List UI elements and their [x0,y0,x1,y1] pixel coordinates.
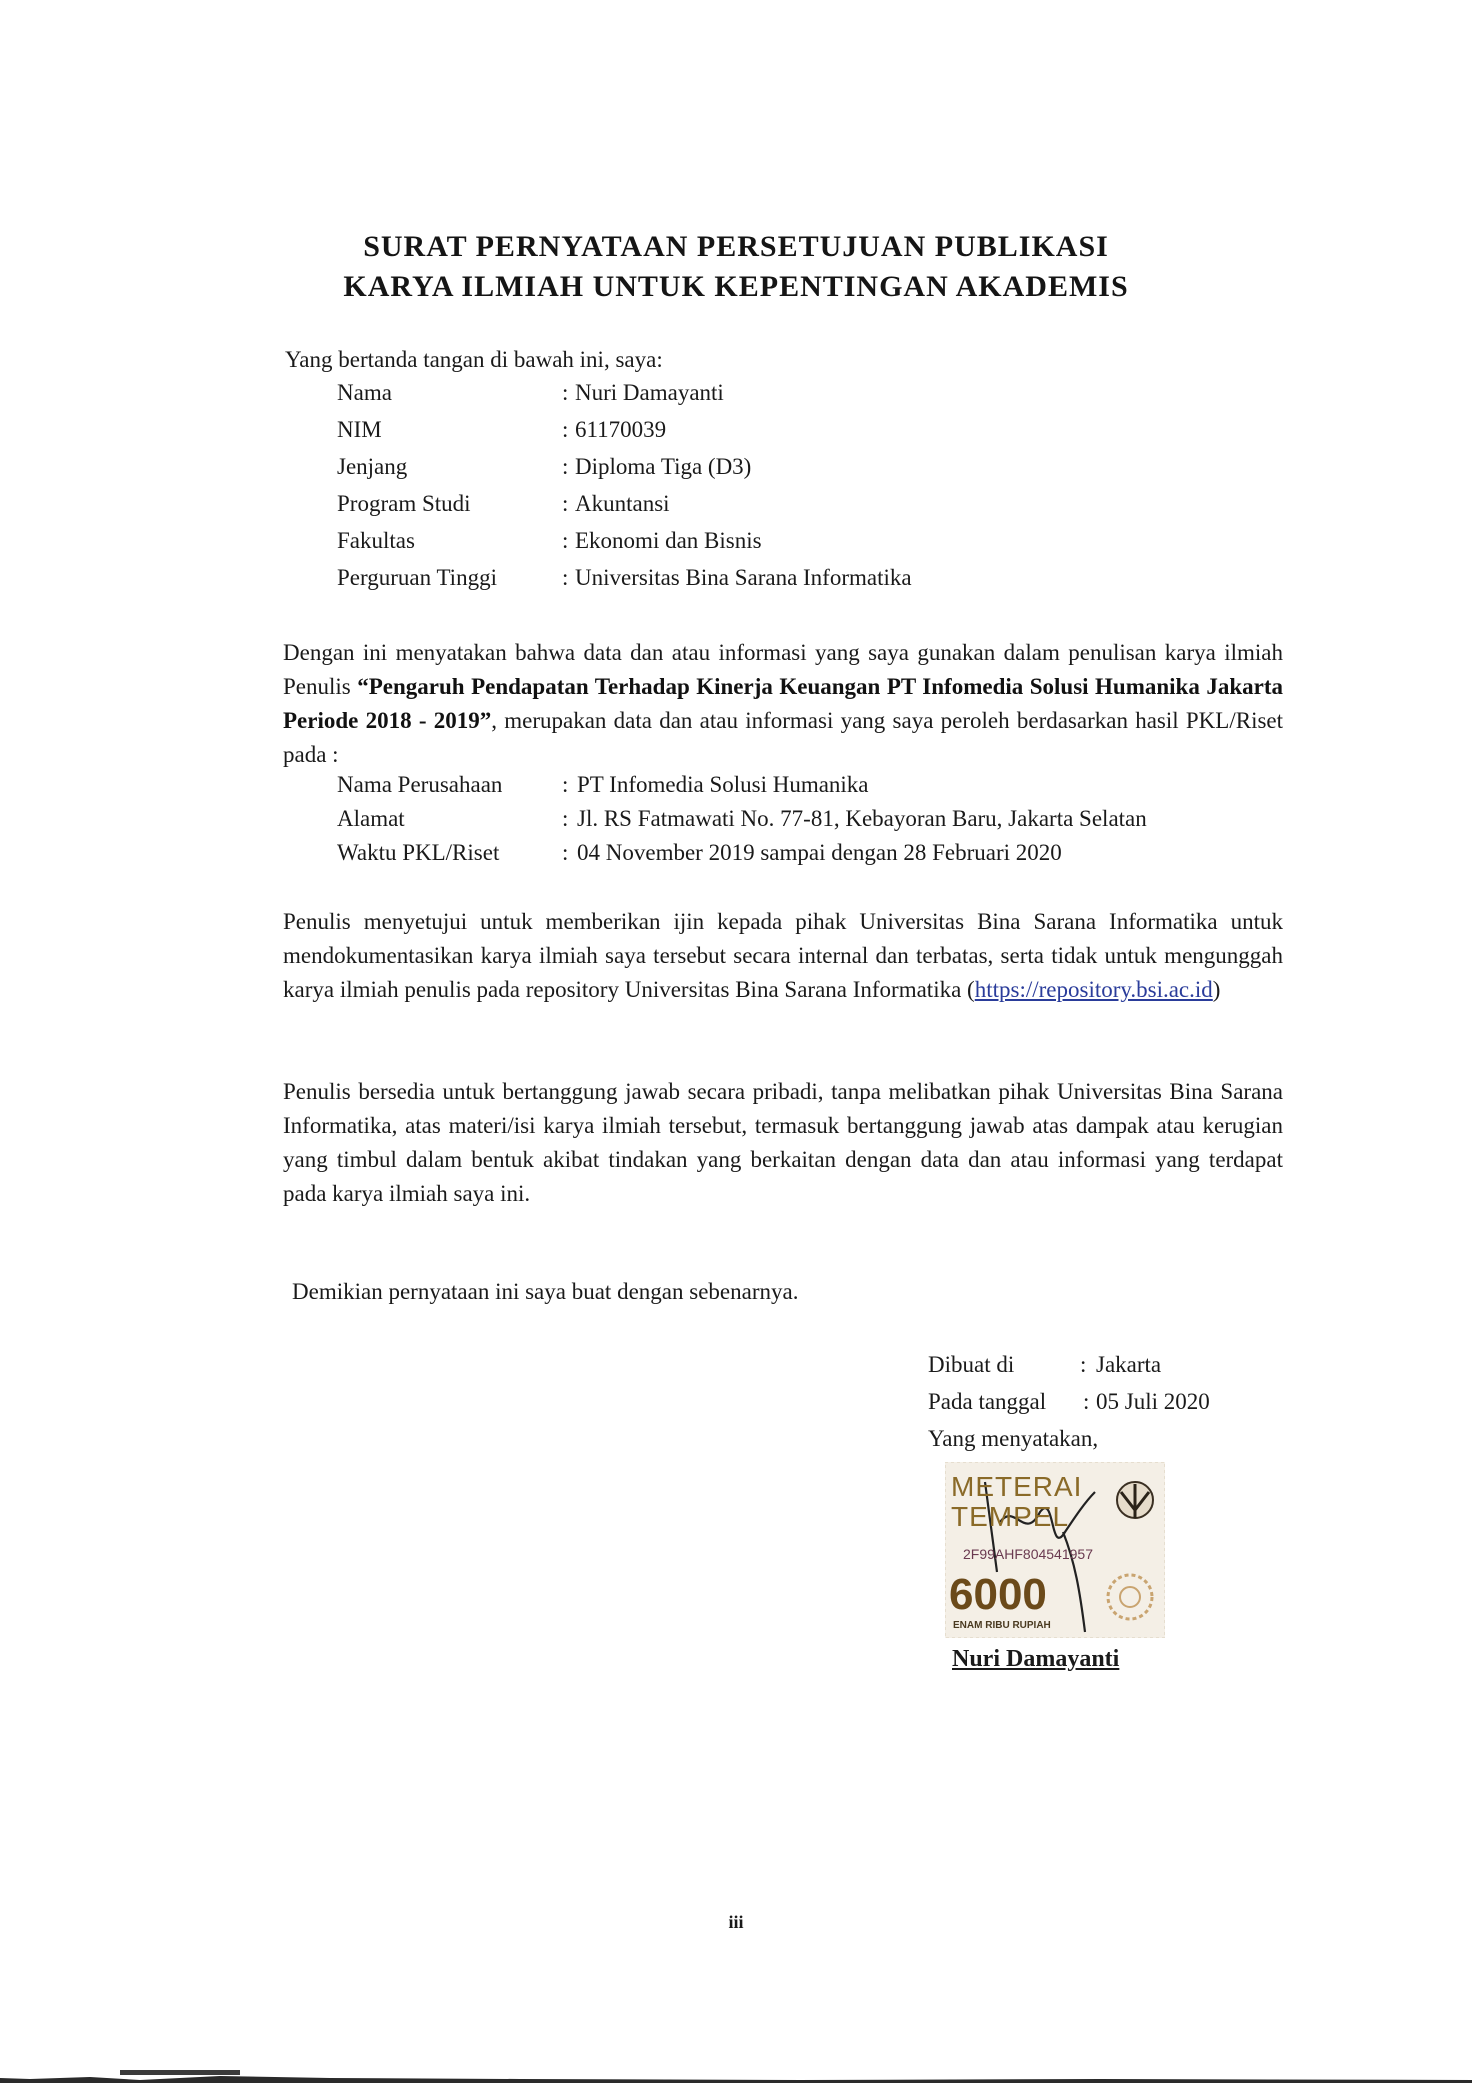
field-value: Akuntansi [575,491,670,516]
intro-text: Yang bertanda tangan di bawah ini, saya: [285,347,663,372]
garuda-emblem-icon [1117,1482,1153,1518]
field-label: Alamat [337,806,405,831]
thesis-title: “Pengaruh Pendapatan Terhadap Kinerja Keuangan PT Infomedia Solusi Humanika Jakarta Periode 2018 - 2019” [283,674,1283,733]
stamp-value: 6000 [949,1570,1047,1619]
field-separator: : [562,840,569,865]
field-label: Program Studi [337,491,471,516]
stamp-label-line-2: TEMPEL [951,1501,1070,1532]
field-label: Nama Perusahaan [337,772,503,797]
paragraph-text: Dengan ini menyatakan bahwa data dan atau informasi yang saya gunakan dalam penulisan karya ilmiah Penulis [283,640,1283,699]
field-label: Nama [337,380,392,405]
statement-paragraph-1 [283,636,1283,772]
place-value: Jakarta [1096,1352,1162,1377]
date-value: 05 Juli 2020 [1096,1389,1210,1414]
field-label: Waktu PKL/Riset [337,840,500,865]
document-title-line-2: KARYA ILMIAH UNTUK KEPENTINGAN AKADEMIS [343,270,1129,303]
field-separator: : [562,380,569,405]
field-value: 04 November 2019 sampai dengan 28 Februari 2020 [577,840,1062,865]
page-number: iii [728,1912,744,1932]
paragraph-text: , merupakan data dan atau informasi yang saya peroleh berdasarkan hasil PKL/Riset pada : [283,708,1284,767]
paragraph-text: Penulis menyetujui untuk memberikan ijin kepada pihak Universitas Bina Sarana Informatika untuk mendokumentasikan karya ilmiah saya tersebut secara internal dan terbatas, serta tidak untuk mengunggah karya ilmiah penulis pada repository Universitas Bina Sarana Informatika ( [283,909,1283,1002]
field-label: Jenjang [337,454,408,479]
place-separator: : [1080,1352,1087,1377]
field-value: Nuri Damayanti [575,380,724,405]
closing-statement: Demikian pernyataan ini saya buat dengan sebenarnya. [292,1279,799,1304]
field-separator: : [562,528,569,553]
field-separator: : [562,565,569,590]
field-value: Diploma Tiga (D3) [575,454,752,479]
date-label: Pada tanggal [928,1389,1047,1414]
paragraph-text: ) [1212,977,1221,1002]
field-label: Fakultas [337,528,415,553]
stamp-label [951,1472,1082,1532]
repository-link[interactable]: https://repository.bsi.ac.id [974,977,1213,1002]
stamp-value-words: ENAM RIBU RUPIAH [953,1620,1051,1631]
field-value: Ekonomi dan Bisnis [575,528,762,553]
field-separator: : [562,454,569,479]
signer-name: Nuri Damayanti [952,1646,1120,1672]
field-value: Jl. RS Fatmawati No. 77-81, Kebayoran Baru, Jakarta Selatan [577,806,1147,831]
field-separator: : [562,806,569,831]
field-separator: : [562,417,569,442]
statement-paragraph-2 [283,905,1283,1007]
statement-paragraph-3: Penulis bersedia untuk bertanggung jawab secara pribadi, tanpa melibatkan pihak Universitas Bina Sarana Informatika, atas materi/isi karya ilmiah tersebut, termasuk bertanggung jawab atas dampak atau kerugian yang timbul dalam bentuk akibat tindakan yang berkaitan dengan data dan atau informasi yang terdapat pada karya ilmiah saya ini. [283,1079,1283,1206]
field-value: 61170039 [575,417,667,442]
stamp-serial: 2F99AHF804541957 [963,1546,1093,1562]
field-value: Universitas Bina Sarana Informatika [575,565,912,590]
field-value: PT Infomedia Solusi Humanika [577,772,869,797]
field-separator: : [562,491,569,516]
field-separator: : [562,772,569,797]
document-title-line-1: SURAT PERNYATAAN PERSETUJUAN PUBLIKASI [363,230,1109,263]
field-label: Perguruan Tinggi [337,565,497,590]
field-label: NIM [337,417,382,442]
statement-label: Yang menyatakan, [928,1426,1099,1451]
place-label: Dibuat di [928,1352,1015,1377]
stamp-label-line-1: METERAI [951,1471,1083,1502]
date-separator: : [1083,1389,1090,1414]
scan-edge-artifact [0,2064,1472,2083]
revenue-stamp [945,1462,1165,1638]
